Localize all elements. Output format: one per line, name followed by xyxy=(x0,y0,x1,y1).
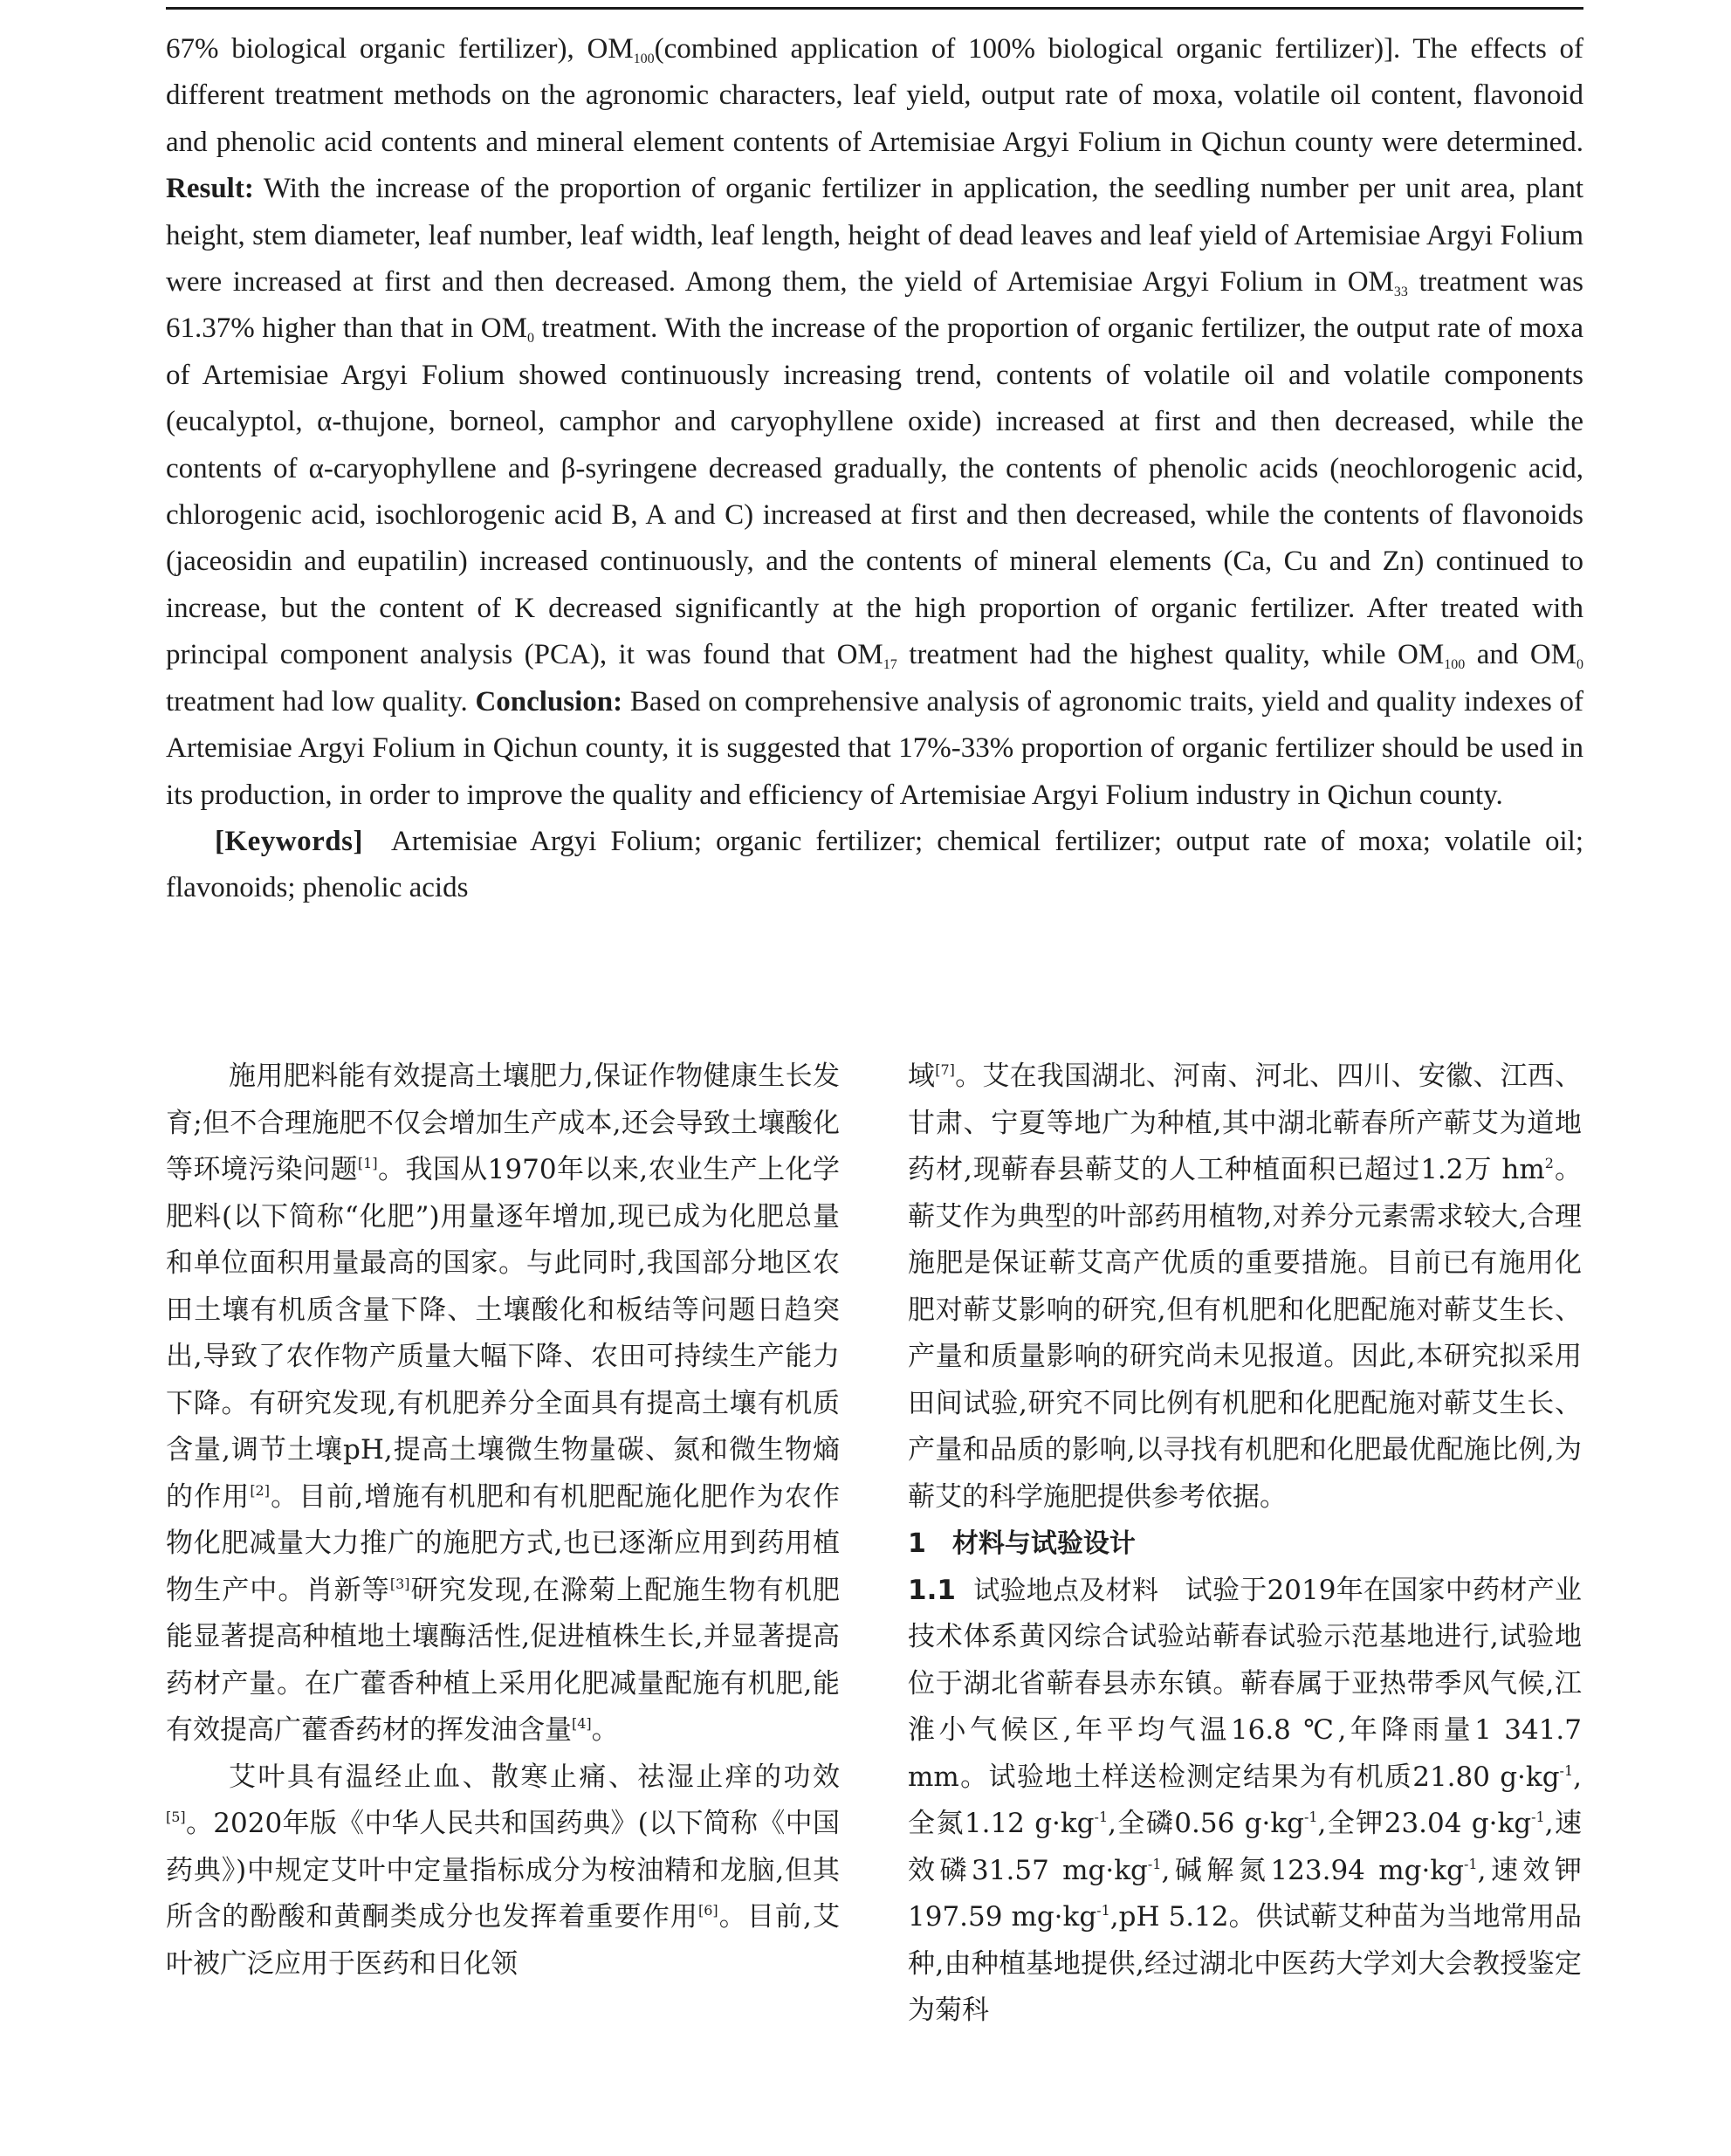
result-label: Result: xyxy=(166,173,254,205)
intro-paragraph-1: 施用肥料能有效提高土壤肥力,保证作物健康生长发育;但不合理施肥不仅会增加生产成本,还会导致土壤酸化等环境污染问题[1]。我国从1970年以来,农业生产上化学肥料(以下简称“化肥”)用量逐年增加,现已成为化肥总量和单位面积用量最高的国家。与此同时,我国部分地区农田土壤有机质含量下降、土壤酸化和板结等问题日趋突出,导致了农作物产质量大幅下降、农田可持续生产能力下降。有研究发现,有机肥养分全面具有提高土壤有机质含量,调节土壤pH,提高土壤微生物量碳、氮和微生物熵的作用[2]。目前,增施有机肥和有机肥配施化肥作为农作物化肥减量大力推广的施肥方式,也已逐渐应用到药用植物生产中。肖新等[3]研究发现,在滁菊上配施生物有机肥能显著提高种植地土壤酶活性,促进植株生长,并显著提高药材产量。在广藿香种植上采用化肥减量配施有机肥,能有效提高广藿香药材的挥发油含量[4]。 xyxy=(166,1061,841,1746)
keywords-label: [Keywords] xyxy=(215,825,363,857)
english-abstract xyxy=(166,26,1583,912)
citation: [2] xyxy=(250,1481,270,1499)
intro-paragraph-2: 艾叶具有温经止血、散寒止痛、祛湿止痒的功效[5]。2020年版《中华人民共和国药典》(以下简称《中国药典》)中规定艾叶中定量指标成分为桉油精和龙脑,但其所含的酚酸和黄酮类成分也发挥着重要作用[6]。目前,艾叶被广泛应用于医药和日化领 xyxy=(166,1761,840,1980)
section-1-1-paragraph: 1.1 试验地点及材料 试验于2019年在国家中药材产业技术体系黄冈综合试验站蕲春试验示范基地进行,试验地位于湖北省蕲春县赤东镇。蕲春属于亚热带季风气候,江淮小气候区,年平均气温16.8 ℃,年降雨量1 341.7 mm。试验地土样送检测定结果为有机质21.80 $g\cdot kg^{-1}$,全氮1.12 $g\cdot kg^{-1}$,全磷0.56 $g\cdot kg^{-1}$,全钾23.04 $g\cdot kg^{-1}$,速效磷31.57 $mg\cdot kg^{-1}$,碱解氮123.94 $mg\cdot kg^{-1}$,速效钾197.59 $mg\cdot kg^{-1},pH$ 5.12。供试蕲艾种苗为当地常用品种,由种植基地提供,经过湖北中医药大学刘大会教授鉴定为菊科 xyxy=(908,1574,1583,2026)
citation: [4] xyxy=(572,1715,592,1732)
citation: [3] xyxy=(389,1575,410,1592)
conclusion-label: Conclusion: xyxy=(475,685,623,718)
right-column xyxy=(908,1054,1582,2035)
citation: [6] xyxy=(697,1902,718,1919)
keywords: [Keywords] Artemisiae Argyi Folium; organic fertilizer; chemical fertilizer; output rate of moxa; volatile oil; flavonoids; phenolic acids xyxy=(166,825,1584,904)
subsection-title: 试验地点及材料 xyxy=(973,1575,1159,1606)
left-column xyxy=(166,1054,840,1988)
citation: [1] xyxy=(357,1155,378,1171)
intro-paragraph-continued: 域[7]。艾在我国湖北、河南、河北、四川、安徽、江西、甘肃、宁夏等地广为种植,其中湖北蕲春所产蕲艾为道地药材,现蕲春县蕲艾的人工种植面积已超过1.2万 $hm^2$。蕲艾作为典型的叶部药用植物,对养分元素需求较大,合理施肥是保证蕲艾高产优质的重要措施。目前已有施用化肥对蕲艾影响的研究,但有机肥和化肥配施对蕲艾生长、产量和质量影响的研究尚未见报道。因此,本研究拟采用田间试验,研究不同比例有机肥和化肥配施对蕲艾生长、产量和品质的影响,以寻找有机肥和化肥最优配施比例,为蕲艾的科学施肥提供参考依据。 xyxy=(908,1061,1583,1513)
citation: [5] xyxy=(166,1809,186,1825)
section-heading-1: 1 材料与试验设计 xyxy=(908,1528,1136,1559)
header-rule xyxy=(166,7,1583,10)
abstract-body: 67% biological organic fertilizer), $OM_{100}(combined$ application of 100% biological organic fertilizer)]. The effects of different treatment methods on the agronomic characters, leaf yield, output rate of moxa, volatile oil content, flavonoid and phenolic acid contents and mineral element contents of Artemisiae Argyi Folium in Qichun county were determined. Result: With the increase of the proportion of organic fertilizer in application, the seedling number per unit area, plant height, stem diameter, leaf number, leaf width, leaf length, height of dead leaves and leaf yield of Artemisiae Argyi Folium were increased at first and then decreased. Among them, the yield of Artemisiae Argyi Folium in $OM_{33}$ treatment was 61.37% higher than that in $OM_0$ treatment. With the increase of the proportion of organic fertilizer, the output rate of moxa of Artemisiae Argyi Folium showed continuously increasing trend, contents of volatile oil and volatile components (eucalyptol, α-thujone, borneol, camphor and caryophyllene oxide) increased at first and then decreased, while the contents of α-caryophyllene and β-syringene decreased gradually, the contents of phenolic acids (neochlorogenic acid, chlorogenic acid, isochlorogenic acid B, A and C) increased at first and then decreased, while the contents of flavonoids (jaceosidin and eupatilin) increased continuously, and the contents of mineral elements (Ca, Cu and Zn) continued to increase, but the content of K decreased significantly at the high proportion of organic fertilizer. After treated with principal component analysis (PCA), it was found that $OM_{17}$ treatment had the highest quality, while $OM_{100}$ and $OM_0$ treatment had low quality. Conclusion: Based on comprehensive analysis of agronomic traits, yield and quality indexes of Artemisiae Argyi Folium in Qichun county, it is suggested that 17%-33% proportion of organic fertilizer should be used in its production, in order to improve the quality and efficiency of Artemisiae Argyi Folium industry in Qichun county. xyxy=(166,33,1584,811)
subsection-number: 1.1 xyxy=(908,1574,956,1606)
citation: [7] xyxy=(935,1061,955,1078)
